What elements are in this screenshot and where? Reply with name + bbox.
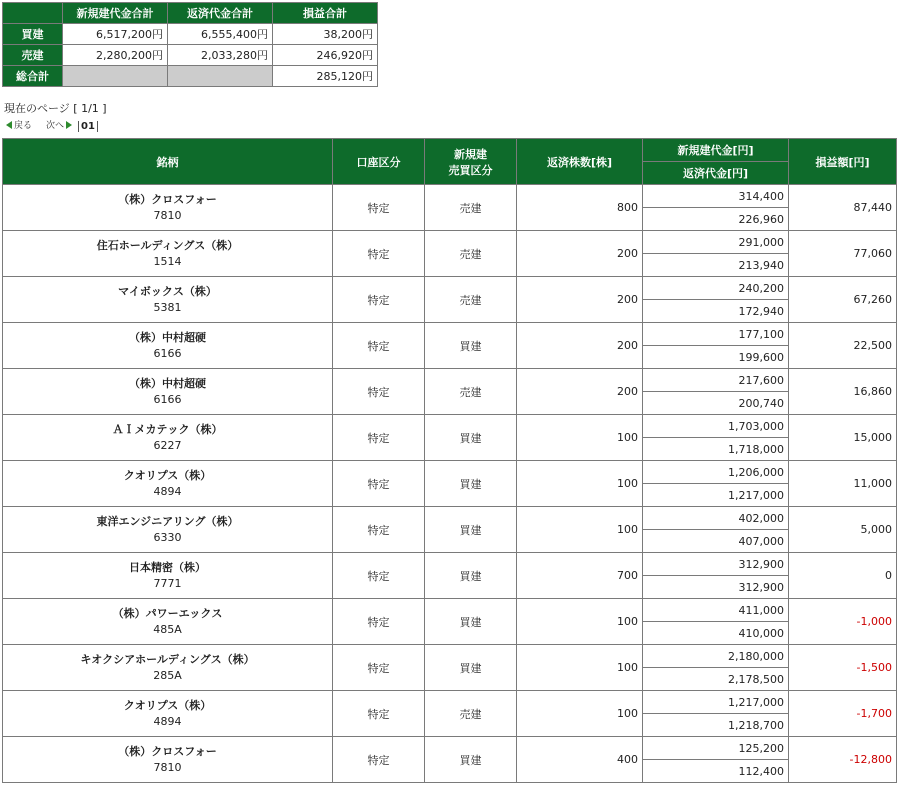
open-amount: 125,200	[643, 737, 789, 760]
stock-cell	[3, 691, 333, 737]
open-amount: 1,217,000	[643, 691, 789, 714]
close-amount: 1,218,700	[643, 714, 789, 737]
account-type: 特定	[333, 369, 425, 415]
shares: 200	[517, 277, 643, 323]
open-amount: 240,200	[643, 277, 789, 300]
table-row	[3, 231, 897, 254]
profit-loss: 16,860	[789, 369, 897, 415]
pager-nav	[6, 117, 98, 132]
open-amount: 314,400	[643, 185, 789, 208]
trade-side: 買建	[425, 553, 517, 599]
close-amount: 226,960	[643, 208, 789, 231]
positions-table	[2, 138, 897, 783]
trade-side: 売建	[425, 691, 517, 737]
stock-code: 6330	[153, 530, 182, 544]
table-row	[3, 507, 897, 530]
table-row	[3, 323, 897, 346]
summary-buy-close: 6,555,400円	[168, 24, 273, 45]
open-amount: 291,000	[643, 231, 789, 254]
stock-name: （株）中村超硬	[129, 376, 206, 390]
close-amount: 407,000	[643, 530, 789, 553]
next-link[interactable]	[46, 118, 72, 131]
shares: 800	[517, 185, 643, 231]
profit-loss: 77,060	[789, 231, 897, 277]
table-row	[3, 553, 897, 576]
account-type: 特定	[333, 415, 425, 461]
shares: 100	[517, 645, 643, 691]
trade-side: 売建	[425, 231, 517, 277]
stock-code: 7771	[153, 576, 182, 590]
shares: 100	[517, 461, 643, 507]
stock-cell	[3, 599, 333, 645]
summary-sell-open: 2,280,200円	[63, 45, 168, 66]
table-row	[3, 645, 897, 668]
stock-cell	[3, 323, 333, 369]
trade-side: 売建	[425, 185, 517, 231]
triangle-right-icon	[66, 121, 72, 129]
stock-code: 485A	[153, 622, 182, 636]
header-open-amount: 新規建代金[円]	[643, 139, 789, 162]
stock-name: ＡＩメカテック（株）	[112, 422, 223, 436]
profit-loss: 22,500	[789, 323, 897, 369]
account-type: 特定	[333, 691, 425, 737]
account-type: 特定	[333, 461, 425, 507]
table-row	[3, 599, 897, 622]
account-type: 特定	[333, 323, 425, 369]
stock-cell	[3, 369, 333, 415]
shares: 100	[517, 415, 643, 461]
stock-name: （株）中村超硬	[129, 330, 206, 344]
shares: 100	[517, 599, 643, 645]
account-type: 特定	[333, 737, 425, 783]
next-label: 次へ	[46, 121, 65, 131]
stock-cell	[3, 277, 333, 323]
shares: 700	[517, 553, 643, 599]
stock-code: 7810	[153, 760, 182, 774]
stock-name: （株）パワーエックス	[112, 606, 223, 620]
stock-cell	[3, 645, 333, 691]
open-amount: 217,600	[643, 369, 789, 392]
open-amount: 2,180,000	[643, 645, 789, 668]
shares: 200	[517, 231, 643, 277]
summary-header-close: 返済代金合計	[168, 3, 273, 24]
summary-total-blank	[168, 66, 273, 87]
account-type: 特定	[333, 185, 425, 231]
trade-side: 買建	[425, 599, 517, 645]
close-amount: 213,940	[643, 254, 789, 277]
profit-loss: 5,000	[789, 507, 897, 553]
open-amount: 411,000	[643, 599, 789, 622]
profit-loss: -1,500	[789, 645, 897, 691]
close-amount: 410,000	[643, 622, 789, 645]
shares: 200	[517, 369, 643, 415]
back-label: 戻る	[14, 121, 33, 131]
close-amount: 1,217,000	[643, 484, 789, 507]
open-amount: 402,000	[643, 507, 789, 530]
stock-cell	[3, 415, 333, 461]
close-amount: 199,600	[643, 346, 789, 369]
profit-loss: 0	[789, 553, 897, 599]
shares: 100	[517, 507, 643, 553]
close-amount: 172,940	[643, 300, 789, 323]
shares: 200	[517, 323, 643, 369]
profit-loss: 11,000	[789, 461, 897, 507]
stock-name: マイボックス（株）	[118, 284, 217, 298]
stock-name: 東洋エンジニアリング（株）	[96, 514, 239, 528]
close-amount: 112,400	[643, 760, 789, 783]
header-close-amount: 返済代金[円]	[643, 162, 789, 185]
table-row	[3, 737, 897, 760]
stock-code: 4894	[153, 714, 182, 728]
table-row	[3, 369, 897, 392]
close-amount: 2,178,500	[643, 668, 789, 691]
summary-table	[2, 2, 378, 87]
profit-loss: -12,800	[789, 737, 897, 783]
trade-side: 買建	[425, 737, 517, 783]
header-side	[425, 139, 517, 185]
stock-name: （株）クロスフォー	[118, 744, 217, 758]
summary-buy-open: 6,517,200円	[63, 24, 168, 45]
triangle-left-icon	[6, 121, 12, 129]
stock-code: 5381	[153, 300, 182, 314]
trade-side: 買建	[425, 461, 517, 507]
profit-loss: 15,000	[789, 415, 897, 461]
trade-side: 買建	[425, 323, 517, 369]
stock-cell	[3, 553, 333, 599]
summary-total-pl: 285,120円	[273, 66, 378, 87]
header-pl: 損益額[円]	[789, 139, 897, 185]
profit-loss: 67,260	[789, 277, 897, 323]
summary-buy-pl: 38,200円	[273, 24, 378, 45]
account-type: 特定	[333, 507, 425, 553]
trade-side: 売建	[425, 369, 517, 415]
close-amount: 312,900	[643, 576, 789, 599]
stock-code: 6166	[153, 346, 182, 360]
close-amount: 1,718,000	[643, 438, 789, 461]
header-name: 銘柄	[3, 139, 333, 185]
account-type: 特定	[333, 645, 425, 691]
summary-header-pl: 損益合計	[273, 3, 378, 24]
shares: 100	[517, 691, 643, 737]
stock-code: 6227	[153, 438, 182, 452]
open-amount: 1,703,000	[643, 415, 789, 438]
stock-cell	[3, 185, 333, 231]
header-side-line1: 新規建	[454, 147, 487, 161]
table-row	[3, 185, 897, 208]
trade-side: 買建	[425, 507, 517, 553]
stock-cell	[3, 507, 333, 553]
account-type: 特定	[333, 277, 425, 323]
summary-sell-pl: 246,920円	[273, 45, 378, 66]
summary-label-sell: 売建	[3, 45, 63, 66]
stock-code: 1514	[153, 254, 182, 268]
shares: 400	[517, 737, 643, 783]
stock-name: キオクシアホールディングス（株）	[80, 652, 255, 666]
stock-code: 285A	[153, 668, 182, 682]
profit-loss: -1,700	[789, 691, 897, 737]
header-shares: 返済株数[株]	[517, 139, 643, 185]
trade-side: 買建	[425, 645, 517, 691]
header-side-line2: 売買区分	[448, 163, 493, 177]
open-amount: 177,100	[643, 323, 789, 346]
open-amount: 312,900	[643, 553, 789, 576]
stock-code: 7810	[153, 208, 182, 222]
stock-name: 日本精密（株）	[129, 560, 206, 574]
stock-cell	[3, 461, 333, 507]
stock-name: （株）クロスフォー	[118, 192, 217, 206]
table-row	[3, 415, 897, 438]
summary-label-buy: 買建	[3, 24, 63, 45]
trade-side: 売建	[425, 277, 517, 323]
summary-total-blank	[63, 66, 168, 87]
header-account: 口座区分	[333, 139, 425, 185]
trade-side: 買建	[425, 415, 517, 461]
back-link[interactable]	[6, 118, 32, 131]
stock-code: 6166	[153, 392, 182, 406]
stock-name: クオリプス（株）	[123, 698, 212, 712]
stock-code: 4894	[153, 484, 182, 498]
stock-cell	[3, 737, 333, 783]
summary-header-open: 新規建代金合計	[63, 3, 168, 24]
stock-cell	[3, 231, 333, 277]
account-type: 特定	[333, 553, 425, 599]
page-indicator: 現在のページ [ 1/1 ]	[4, 102, 107, 115]
table-row	[3, 277, 897, 300]
stock-name: クオリプス（株）	[123, 468, 212, 482]
close-amount: 200,740	[643, 392, 789, 415]
profit-loss: 87,440	[789, 185, 897, 231]
summary-label-total: 総合計	[3, 66, 63, 87]
account-type: 特定	[333, 599, 425, 645]
profit-loss: -1,000	[789, 599, 897, 645]
summary-corner	[3, 3, 63, 24]
table-row	[3, 461, 897, 484]
stock-name: 住石ホールディングス（株）	[96, 238, 239, 252]
open-amount: 1,206,000	[643, 461, 789, 484]
table-row	[3, 691, 897, 714]
page-link-01[interactable]: 01	[78, 121, 98, 132]
summary-sell-close: 2,033,280円	[168, 45, 273, 66]
account-type: 特定	[333, 231, 425, 277]
